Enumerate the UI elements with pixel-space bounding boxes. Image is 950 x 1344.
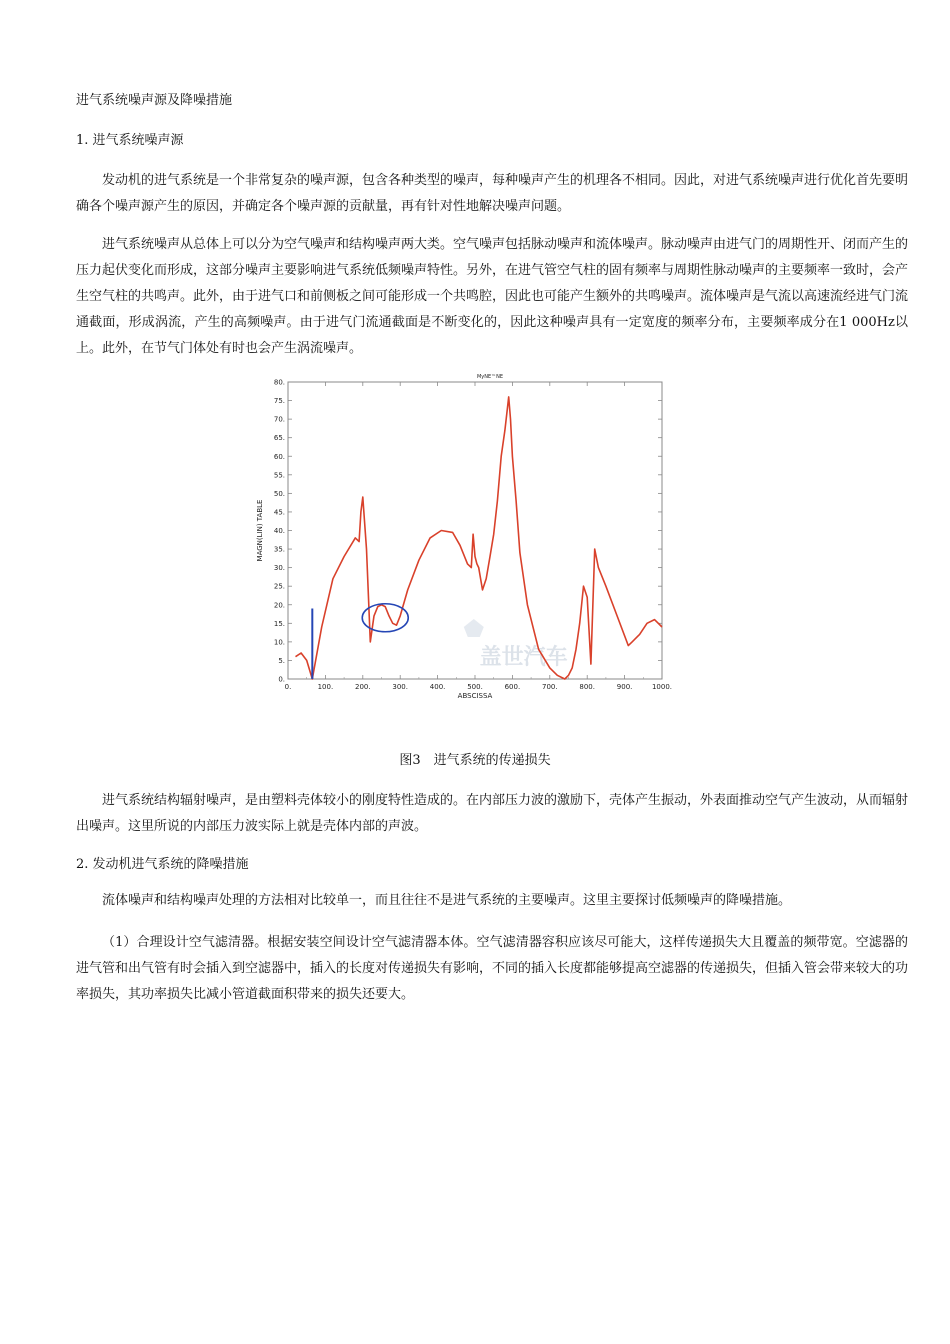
y-tick-label: 35.	[273, 545, 285, 554]
document-title: 进气系统噪声源及降噪措施	[76, 93, 233, 108]
y-tick-label: 5.	[278, 656, 285, 665]
x-axis-label: ABSCISSA	[457, 692, 493, 700]
chart-title: MyNE™NE	[476, 374, 504, 380]
y-tick-label: 50.	[273, 489, 285, 498]
watermark-text: 盖世汽车	[479, 645, 568, 671]
y-tick-label: 30.	[273, 564, 285, 573]
paragraph-2: 进气系统噪声从总体上可以分为空气噪声和结构噪声两大类。空气噪声包括脉动噪声和流体噪声。脉动噪声由进气门的周期性开、闭而产生的压力起伏变化而形成，这部分噪声主要影响进气系统低频噪声特性。另外，在进气管空气柱的固有频率与周期性脉动噪声的主要频率一致时，会产生空气柱的共鸣声。此外，由于进气口和前侧板之间可能形成一个共鸣腔，因此也可能产生额外的共鸣噪声。流体噪声是气流以高速流经进气门流通截面，形成涡流，产生的高频噪声。由于进气门流通截面是不断变化的，因此这种噪声具有一定宽度的频率分布，主要频率成分在1 000Hz以上。此外，在节气门体处有时也会产生涡流噪声。	[76, 237, 909, 356]
x-tick-label: 500.	[467, 683, 483, 691]
x-tick-label: 100.	[317, 683, 334, 691]
y-tick-label: 10.	[273, 638, 285, 647]
figure-caption: 图3 进气系统的传递损失	[399, 753, 551, 768]
x-tick-label: 700.	[542, 683, 558, 691]
y-tick-label: 45.	[273, 508, 285, 517]
section-2-heading: 2. 发动机进气系统的降噪措施	[76, 857, 249, 872]
section-1-heading: 1. 进气系统噪声源	[76, 133, 184, 148]
y-tick-label: 55.	[273, 471, 285, 480]
y-tick-label: 25.	[273, 582, 285, 591]
paragraph-3: 进气系统结构辐射噪声，是由塑料壳体较小的刚度特性造成的。在内部压力波的激励下，壳体产生振动，外表面推动空气产生波动，从而辐射出噪声。这里所说的内部压力波实际上就是壳体内部的声波。	[76, 793, 909, 834]
y-tick-label: 80.	[273, 378, 285, 387]
x-tick-label: 800.	[579, 683, 595, 691]
x-tick-label: 400.	[429, 683, 446, 691]
paragraph-5: （1）合理设计空气滤清器。根据安装空间设计空气滤清器本体。空气滤清器容积应该尽可能大，这样传递损失大且覆盖的频带宽。空滤器的进气管和出气管有时会插入到空滤器中，插入的长度对传递损失有影响，不同的插入长度都能够提高空滤器的传递损失，但插入管会带来较大的功率损失，其功率损失比减小管道截面积带来的损失还要大。	[76, 935, 909, 1002]
x-tick-label: 0.	[284, 683, 292, 691]
y-tick-label: 20.	[273, 601, 285, 610]
x-tick-label: 600.	[504, 683, 521, 691]
paragraph-4: 流体噪声和结构噪声处理的方法相对比较单一，而且往往不是进气系统的主要噪声。这里主要探讨低频噪声的降噪措施。	[102, 893, 792, 908]
y-tick-label: 40.	[273, 527, 285, 535]
paragraph-1: 发动机的进气系统是一个非常复杂的噪声源，包含各种类型的噪声，每种噪声产生的机理各不相同。因此，对进气系统噪声进行优化首先要明确各个噪声源产生的原因，并确定各个噪声源的贡献量，再有针对性地解决噪声问题。	[76, 173, 909, 214]
y-tick-label: 0.	[278, 675, 285, 684]
x-tick-label: 900.	[616, 683, 633, 691]
y-tick-label: 60.	[273, 452, 285, 461]
y-tick-label: 15.	[273, 619, 285, 628]
x-tick-label: 300.	[392, 683, 408, 691]
y-axis-label: MAGN(LIN) TABLE	[256, 499, 264, 562]
x-tick-label: 200.	[355, 683, 371, 691]
y-tick-label: 75.	[273, 397, 285, 406]
x-tick-label: 1000.	[651, 683, 673, 691]
y-tick-label: 70.	[273, 415, 285, 424]
transfer-loss-chart	[250, 368, 690, 708]
y-tick-label: 65.	[273, 434, 285, 443]
